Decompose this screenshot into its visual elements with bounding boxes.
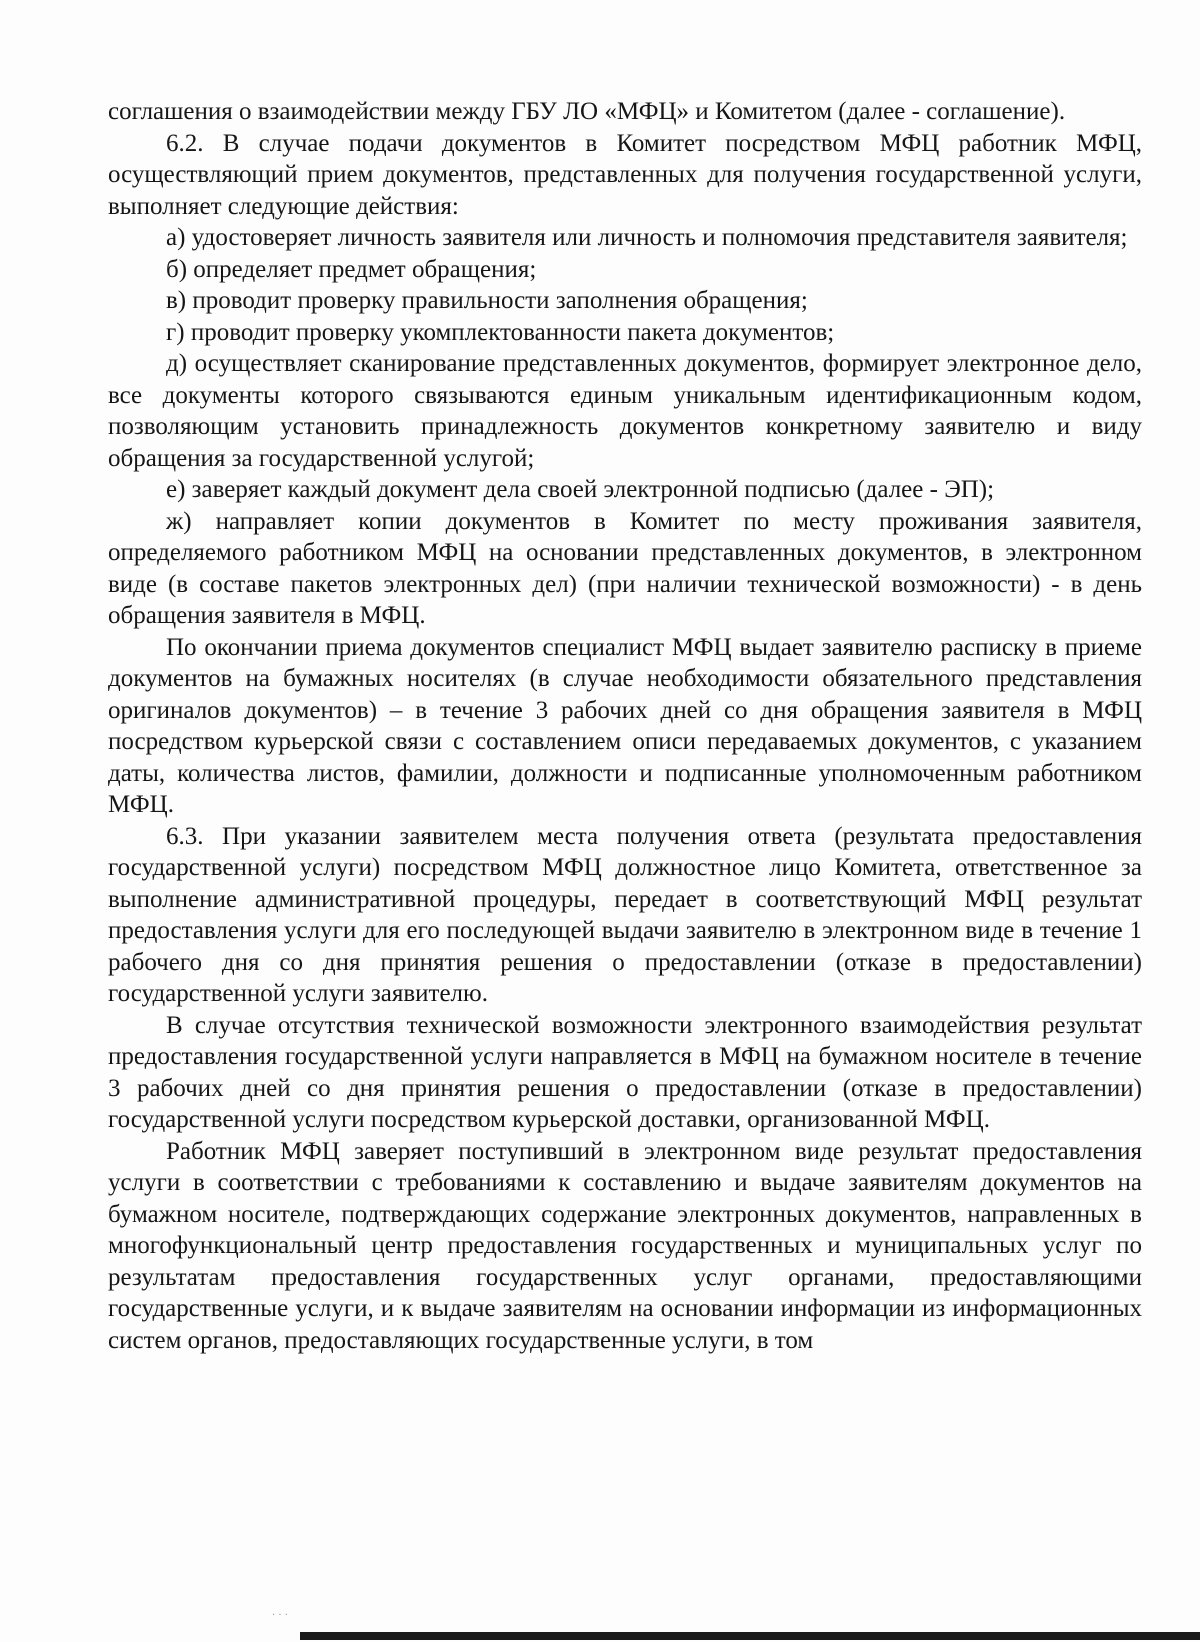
list-item-a: а) удостоверяет личность заявителя или личность и полномочия представителя заявителя; (166, 224, 1128, 251)
list-item-d: д) осуществляет сканирование представленных документов, формирует электронное дело, все документы которого связываются единым уникальным идентификационным кодом, позволяющим установить принадлежность документов конкретному заявителю и виду обращения за государственной услугой; (108, 350, 1142, 472)
paragraph-6-3: 6.3. При указании заявителем места получения ответа (результата предоставления государственной услуги) посредством МФЦ должностное лицо Комитета, ответственное за выполнение административной процедуры, передает в соответствующий МФЦ результат предоставления услуги для его последующей выдачи заявителю в электронном виде в течение 1 рабочего дня со дня принятия решения о предоставлении (отказе в предоставлении) государственной услуги заявителю. (108, 822, 1142, 1007)
paragraph-certification: Работник МФЦ заверяет поступивший в электронном виде результат предоставления услуги в соответствии с требованиями к составлению и выдаче заявителям документов на бумажном носителе, подтверждающих содержание электронных документов, направленных в многофункциональный центр предоставления государственных и муниципальных услуг по результатам предоставления государственных услуг органами, предоставляющими государственные услуги, и к выдаче заявителям на основании информации из информационных систем органов, предоставляющих государственные услуги, в том (108, 1137, 1142, 1354)
paragraph-agreement-continuation: соглашения о взаимодействии между ГБУ ЛО «МФЦ» и Комитетом (далее - соглашение). (108, 98, 1066, 125)
scan-edge-line (300, 1632, 1200, 1640)
list-item-zh: ж) направляет копии документов в Комитет по месту проживания заявителя, определяемого работником МФЦ на основании представленных документов, в электронном виде (в составе пакетов электронных дел) (при наличии технической возможности) - в день обращения заявителя в МФЦ. (108, 507, 1142, 629)
list-item-e: е) заверяет каждый документ дела своей электронной подписью (далее - ЭП); (166, 476, 995, 503)
list-item-v: в) проводит проверку правильности заполнения обращения; (166, 287, 808, 314)
paragraph-receipt: По окончании приема документов специалист МФЦ выдает заявителю расписку в приеме документов на бумажных носителях (в случае необходимости обязательного представления оригиналов документов) – в течение 3 рабочих дней со дня обращения заявителя в МФЦ посредством курьерской связи с составлением описи передаваемых документов, с указанием даты, количества листов, фамилии, должности и подписанные уполномоченным работником МФЦ. (108, 633, 1142, 818)
paragraph-6-2: 6.2. В случае подачи документов в Комитет посредством МФЦ работник МФЦ, осуществляющий прием документов, представленных для получения государственной услуги, выполняет следующие действия: (108, 129, 1142, 220)
list-item-g: г) проводит проверку укомплектованности пакета документов; (166, 318, 835, 346)
document-body (108, 96, 1142, 1356)
paragraph-no-electronic: В случае отсутствия технической возможности электронного взаимодействия результат предоставления государственной услуги направляется в МФЦ на бумажном носителе в течение 3 рабочих дней со дня принятия решения о предоставлении (отказе в предоставлении) государственной услуги посредством курьерской доставки, организованной МФЦ. (108, 1011, 1142, 1133)
scan-artifact: · · · (272, 1610, 288, 1621)
list-item-b: б) определяет предмет обращения; (166, 255, 537, 283)
